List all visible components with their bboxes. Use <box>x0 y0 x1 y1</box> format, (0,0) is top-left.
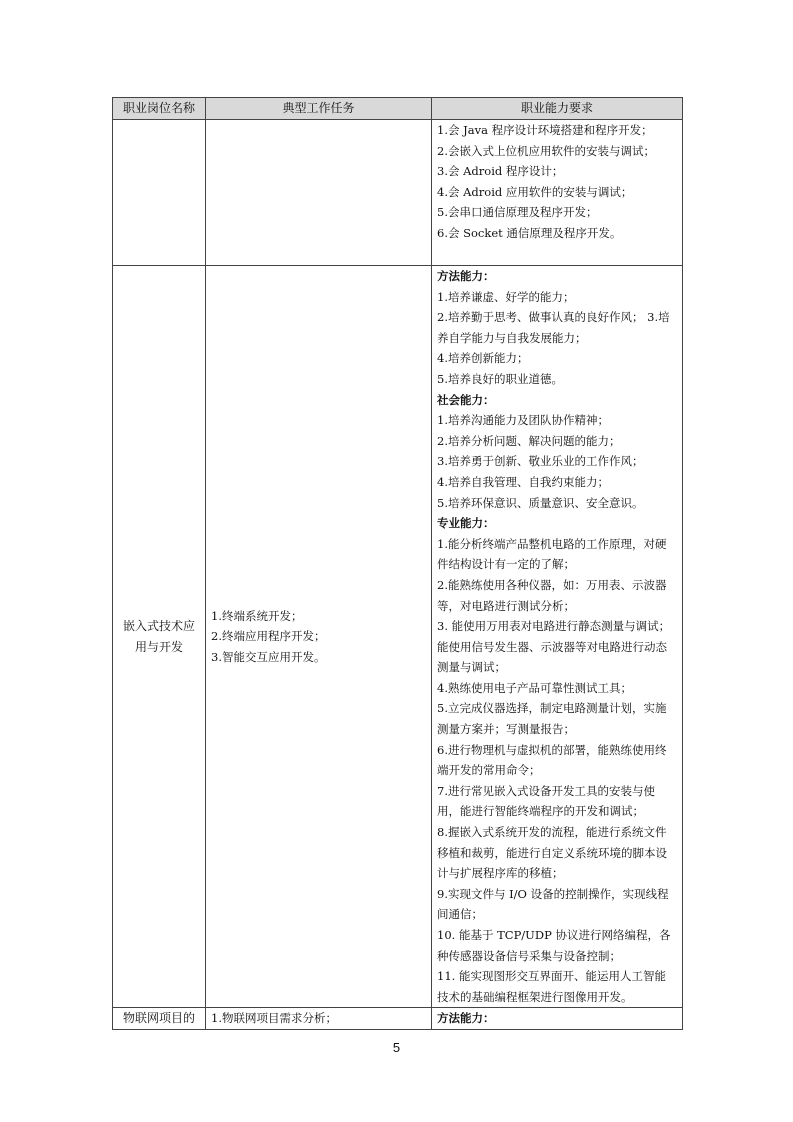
task-line: 1.终端系统开发； <box>211 608 303 623</box>
requirement-line: 10. 能基于 TCP/UDP 协议进行网络编程，各 <box>437 928 671 942</box>
requirement-line: 测量与调试； <box>437 660 506 675</box>
requirement-line: 1.培养谦虚、好学的能力； <box>437 289 575 304</box>
requirement-line: 养自学能力与自我发展能力； <box>437 330 587 345</box>
requirement-line: 9.实现文件与 I/O 设备的控制操作，实现线程 <box>437 886 669 901</box>
requirement-line: 2.能熟练使用各种仪器，如：万用表、示波器 <box>437 577 667 592</box>
requirement-heading: 方法能力： <box>437 1011 495 1026</box>
requirement-line: 4.熟练使用电子产品可靠性测试工具； <box>437 680 632 695</box>
requirement-line: 4.培养创新能力； <box>437 351 529 366</box>
requirement-line: 等，对电路进行测试分析； <box>437 598 575 613</box>
requirement-line: 3.培养勇于创新、敬业乐业的工作作风； <box>437 454 644 469</box>
requirement-line: 1.能分析终端产品整机电路的工作原理，对硬 <box>437 536 667 551</box>
requirement-line: 8.握嵌入式系统开发的流程，能进行系统文件 <box>437 825 667 840</box>
requirement-line: 2.会嵌入式上位机应用软件的安装与调试； <box>437 143 655 158</box>
requirement-line: 间通信； <box>437 907 483 922</box>
header-position: 职业岗位名称 <box>113 98 206 120</box>
requirement-line: 件结构设计有一定的了解； <box>437 557 575 572</box>
header-tasks: 典型工作任务 <box>206 98 432 120</box>
task-line: 1.物联网项目需求分析； <box>211 1011 337 1026</box>
header-requirements: 职业能力要求 <box>432 98 683 120</box>
row1-requirements-cell <box>432 120 683 266</box>
requirement-line: 能使用信号发生器、示波器等对电路进行动态 <box>437 639 667 654</box>
requirement-heading: 专业能力： <box>437 516 495 531</box>
competency-table <box>112 97 683 1030</box>
requirement-line: 5.立完成仪器选择，制定电路测量计划，实施 <box>437 701 667 716</box>
row2-position-cell <box>113 266 206 1008</box>
requirement-line: 11. 能实现图形交互界面开、能运用人工智能 <box>437 969 666 984</box>
requirement-line: 3.会 Adroid 程序设计； <box>437 164 564 179</box>
table-row <box>113 1008 683 1030</box>
requirement-line: 测量方案并；写测量报告； <box>437 722 575 737</box>
requirement-line: 5.会串口通信原理及程序开发； <box>437 205 598 220</box>
row1-tasks-cell <box>206 120 432 266</box>
requirement-line: 4.培养自我管理、自我约束能力； <box>437 474 609 489</box>
table-row <box>113 120 683 266</box>
row3-tasks-cell <box>206 1008 432 1030</box>
row3-position-cell: 物联网项目的 <box>113 1008 206 1030</box>
requirement-heading: 方法能力： <box>437 269 495 283</box>
requirement-line: 5.培养环保意识、质量意识、安全意识。 <box>437 495 644 510</box>
requirement-line: 计与扩展程序库的移植； <box>437 866 564 881</box>
requirement-line: 7.进行常见嵌入式设备开发工具的安装与使 <box>437 783 655 798</box>
position-name-line: 嵌入式技术应 <box>122 619 195 634</box>
requirement-line: 移植和裁剪，能进行自定义系统环境的脚本设 <box>437 845 667 860</box>
requirement-line: 6.会 Socket 通信原理及程序开发。 <box>437 225 622 240</box>
row1-position-cell <box>113 120 206 266</box>
row2-tasks-cell <box>206 266 432 1008</box>
page-number: 5 <box>392 1040 401 1055</box>
requirement-line: 用，能进行智能终端程序的开发和调试； <box>437 804 644 819</box>
table-row <box>113 266 683 1008</box>
requirement-line: 4.会 Adroid 应用软件的安装与调试； <box>437 184 633 199</box>
requirement-line: 5.培养良好的职业道德。 <box>437 371 563 386</box>
requirement-line: 1.培养沟通能力及团队协作精神； <box>437 413 609 428</box>
row2-requirements-cell <box>432 266 683 1008</box>
requirement-line: 种传感器设备信号采集与设备控制； <box>437 948 621 963</box>
task-line: 3.智能交互应用开发。 <box>211 649 326 664</box>
requirement-line: 技术的基础编程框架进行图像用开发。 <box>437 989 633 1004</box>
row3-requirements-cell <box>432 1008 683 1030</box>
position-name-line: 用与开发 <box>134 639 183 654</box>
table-header-row <box>113 98 683 120</box>
requirement-line: 2.培养勤于思考、做事认真的良好作风； 3.培 <box>437 310 670 325</box>
task-line: 2.终端应用程序开发； <box>211 629 326 644</box>
requirement-line: 2.培养分析问题、解决问题的能力； <box>437 433 621 448</box>
requirement-line: 1.会 Java 程序设计环境搭建和程序开发； <box>437 123 653 137</box>
requirement-line: 3. 能使用万用表对电路进行静态测量与调试； <box>437 619 671 634</box>
requirement-line: 6.进行物理机与虚拟机的部署，能熟练使用终 <box>437 742 667 757</box>
requirement-heading: 社会能力： <box>437 392 495 407</box>
requirement-line: 端开发的常用命令； <box>437 763 541 778</box>
